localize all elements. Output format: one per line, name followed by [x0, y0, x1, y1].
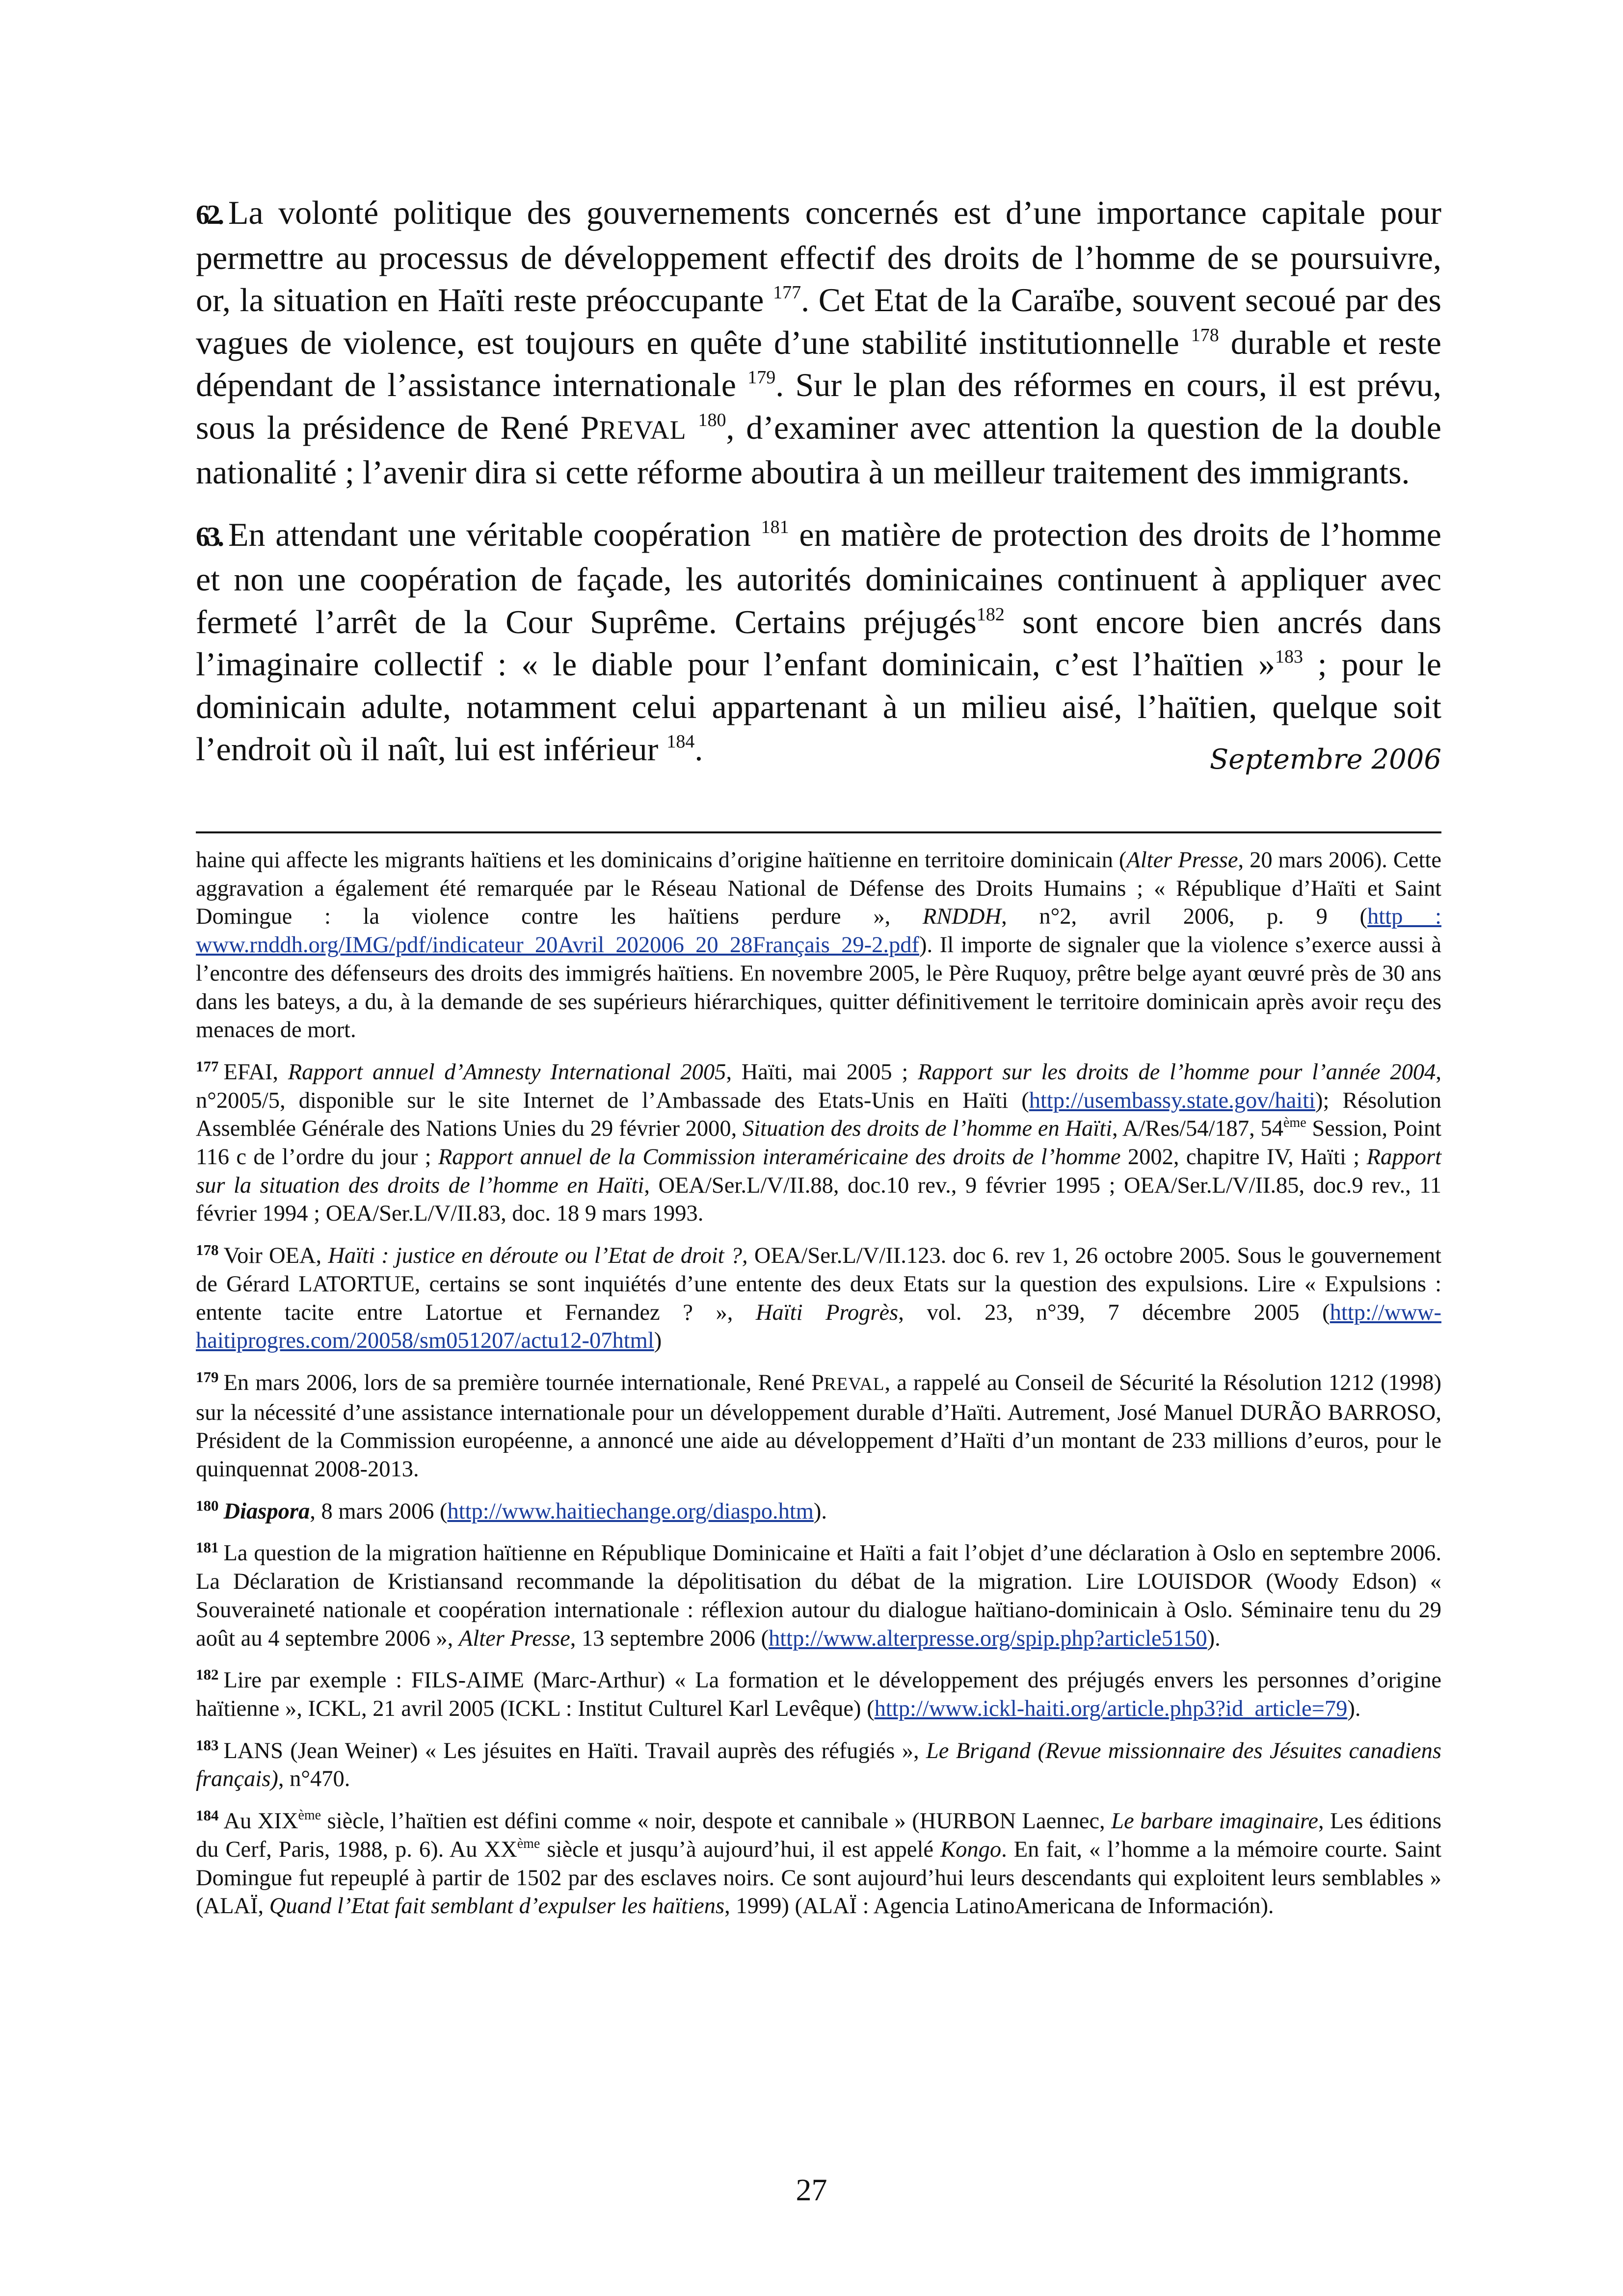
footnote-text: siècle et jusqu’à aujourd’hui, il est appelé [540, 1837, 941, 1862]
footnote-ref-184[interactable]: 184 [666, 731, 695, 752]
footnote-text: ). [1207, 1626, 1221, 1651]
footnote-text: , 8 mars 2006 ( [310, 1498, 448, 1524]
paragraph-text: ; pour le dominicain adulte, notamment celui appartenant à un milieu aisé, l’haïtien, quelque soit l’endroit où il naît, lui est inférieur [196, 645, 1441, 768]
paragraph-text: sont encore bien ancrés dans l’imaginaire collectif : « le diable pour l’enfant dominicain, c’est l’haïtien » [196, 603, 1441, 683]
footnote-number: 182 [196, 1666, 219, 1683]
footnote-link[interactable]: http://www.alterpresse.org/spip.php?article5150 [768, 1626, 1207, 1651]
footnote-ref-182[interactable]: 182 [976, 604, 1005, 625]
name-small-caps: REVAL [824, 1374, 885, 1394]
paragraph-number: 62. [196, 200, 221, 230]
footnote-number: 180 [196, 1496, 219, 1514]
footnote-ref-179[interactable]: 179 [747, 367, 776, 388]
footnote-italic: RNDDH [922, 904, 1002, 930]
footnote-179 [196, 1369, 1441, 1484]
footnote-text: EFAI, [223, 1059, 288, 1085]
paragraph-number: 63. [196, 521, 221, 552]
footnote-text: haine qui affecte les migrants haïtiens et les dominicains d’origine haïtienne en territoire dominicain ( [196, 848, 1127, 873]
footnote-184 [196, 1807, 1441, 1921]
footnote-180 [196, 1497, 1441, 1526]
footnote-text: ); Résolution Assemblée Générale des Nations Unies du 29 février 2000, [196, 1088, 1441, 1142]
footnote-link[interactable]: http://www-haitiprogres.com/20058/sm051207/actu12-07html [196, 1300, 1441, 1354]
footnote-text: Session, Point 116 c de l’ordre du jour ; [196, 1116, 1442, 1170]
paragraph-text: En attendant une véritable coopération [228, 515, 761, 553]
footnote-text: Voir OEA, [223, 1243, 328, 1269]
page-number: 27 [796, 2172, 827, 2207]
footnote-number: 179 [196, 1368, 219, 1386]
footnote-text: , A/Res/54/187, 54 [1112, 1116, 1283, 1142]
signature-date: Septembre 2006 [1209, 744, 1441, 775]
ordinal-suffix: ème [517, 1836, 540, 1851]
footnote-text: , 1999) (ALAÏ : Agencia LatinoAmericana de Información). [724, 1894, 1274, 1919]
footnote-text: ). Il importe de signaler que la violence s’exerce aussi à l’encontre des défenseurs des droits des immigrés haïtiens. En novembre 2005, le Père Ruquoy, prêtre belge ayant œuvré près de 30 ans dans les bateys, a du, à la demande de ses supérieurs hiérarchiques, quitter définitivement le territoire dominicain après avoir reçu des menaces de mort. [196, 933, 1441, 1043]
footnote-text: Lire par exemple : FILS-AIME (Marc-Arthur) « La formation et le développement des préjugés envers les personnes d’origine haïtienne », ICKL, 21 avril 2005 (ICKL : Institut Culturel Karl Levêque) ( [196, 1668, 1441, 1721]
footnote-ref-177[interactable]: 177 [773, 282, 801, 303]
footnote-text: Au XIX [223, 1809, 298, 1834]
footnote-text: ) [654, 1328, 662, 1354]
paragraph-62 [196, 191, 1441, 494]
footnote-text: siècle, l’haïtien est défini comme « noir, despote et cannibale » (HURBON Laennec, [321, 1809, 1112, 1834]
footnote-text: , vol. 23, n°39, 7 décembre 2005 ( [898, 1300, 1330, 1325]
paragraph-text: durable et reste dépendant de l’assistance internationale [196, 323, 1441, 403]
footnote-181 [196, 1539, 1441, 1653]
footnote-text: , Haïti, mai 2005 ; [726, 1059, 918, 1085]
footnote-182 [196, 1666, 1441, 1723]
footnote-text: ). [813, 1498, 827, 1524]
name-initial: P [580, 408, 599, 446]
footnote-italic: Haïti Progrès [755, 1300, 899, 1325]
paragraph-text: . [694, 730, 703, 768]
footnote-178 [196, 1242, 1441, 1355]
footnote-italic: Rapport annuel d’Amnesty International 2005 [288, 1059, 726, 1085]
ordinal-suffix: ème [1283, 1115, 1306, 1131]
footnote-text: 2002, chapitre IV, Haïti ; [1120, 1145, 1367, 1170]
footnote-number: 178 [196, 1241, 219, 1259]
footnote-text: , OEA/Ser.L/V/II.88, doc.10 rev., 9 février 1995 ; OEA/Ser.L/V/II.85, doc.9 rev., 11 février 1994 ; OEA/Ser.L/V/II.83, doc. 18 9 mars 1993. [196, 1173, 1441, 1227]
footnote-number: 181 [196, 1539, 219, 1556]
footnote-italic: Haïti : justice en déroute ou l’Etat de droit ?, [328, 1243, 748, 1269]
footnote-text: , n°470. [278, 1766, 350, 1792]
footnote-separator [196, 831, 1441, 833]
footnote-ref-178[interactable]: 178 [1191, 324, 1219, 346]
footnote-italic: Diaspora [223, 1498, 310, 1524]
footnote-link[interactable]: http://www.haitiechange.org/diaspo.htm [447, 1498, 814, 1524]
footnote-number: 183 [196, 1736, 219, 1754]
paragraph-text: La volonté politique des gouvernements concernés est d’une importance capitale pour permettre au processus de développement effectif des droits de l’homme de se poursuivre, or, la situation en Haïti reste préoccupante [196, 194, 1441, 319]
ordinal-suffix: ème [298, 1808, 321, 1823]
footnote-italic: Kongo [940, 1837, 1002, 1862]
footnote-number: 177 [196, 1057, 219, 1075]
paragraph-text: . Sur le plan des réformes en cours, il est prévu, sous la présidence de René [196, 366, 1442, 446]
footnote-text: , n°2, avril 2006, p. 9 ( [1001, 904, 1368, 930]
footnote-italic: Situation des droits de l’homme en Haïti [742, 1116, 1113, 1142]
footnote-ref-180[interactable]: 180 [698, 409, 726, 430]
footnote-italic: Alter Presse [1126, 848, 1238, 873]
footnote-italic: Alter Presse [458, 1626, 570, 1651]
name-small-caps: REVAL [599, 415, 687, 445]
footnote-link[interactable]: http : www.rnddh.org/IMG/pdf/indicateur_20Avril_202006_20_28Français_29-2.pdf [196, 904, 1441, 958]
footnote-ref-181[interactable]: 181 [761, 516, 789, 537]
footnote-italic: Rapport sur les droits de l’homme pour l’année 2004 [918, 1059, 1436, 1085]
footnote-text: La question de la migration haïtienne en République Dominicaine et Haïti a fait l’objet d’une déclaration à Oslo en septembre 2006. La Déclaration de Kristiansand recommande la dépolitisation du débat de la migration. Lire LOUISDOR (Woody Edson) « Souveraineté nationale et coopération internationale : réflexion autour du dialogue haïtiano-dominicain à Oslo. Séminaire tenu du 29 août au 4 septembre 2006 », [196, 1541, 1441, 1651]
footnote-text: . En fait, « l’homme a la mémoire courte. Saint Domingue fut repeuplé à partir de 1502 par des esclaves noirs. Ce sont aujourd’hui leurs descendants qui exploitent leurs semblables » (ALAÏ, [196, 1837, 1441, 1919]
footnote-text: , n°2005/5, disponible sur le site Internet de l’Ambassade des Etats-Unis en Haïti ( [196, 1059, 1441, 1113]
footnote-number: 184 [196, 1807, 219, 1824]
footnote-continuation [196, 846, 1441, 1044]
footnote-italic: Le barbare imaginaire [1111, 1809, 1319, 1834]
footnote-link[interactable]: http://usembassy.state.gov/haiti [1029, 1088, 1316, 1113]
footnote-text: , a rappelé au Conseil de Sécurité la Résolution 1212 (1998) sur la nécessité d’une assistance internationale pour un développement durable d’Haïti. Autrement, José Manuel DURÃO BARROSO, Président de la Commission européenne, a annoncé une aide au développement d’Haïti d’un montant de 233 millions d’euros, pour le quinquennat 2008-2013. [196, 1370, 1441, 1482]
footnotes [196, 846, 1441, 1934]
footnote-link[interactable]: http://www.ickl-haiti.org/article.php3?id_article=79 [874, 1696, 1348, 1721]
footnote-text: LANS (Jean Weiner) « Les jésuites en Haïti. Travail auprès des réfugiés », [223, 1738, 926, 1763]
footnote-text: , Les éditions du Cerf, Paris, 1988, p. 6). Au XX [196, 1809, 1442, 1862]
footnote-italic: Le Brigand (Revue missionnaire des Jésuites canadiens français) [196, 1738, 1441, 1792]
footnote-italic: Quand l’Etat fait semblant d’expulser les haïtiens [269, 1894, 725, 1919]
body-text [196, 191, 1441, 790]
footnote-text: , 13 septembre 2006 ( [570, 1626, 769, 1651]
footnote-text: , 20 mars 2006). Cette aggravation a également été remarquée par le Réseau National de Défense des Droits Humains ; « République d’Haïti et Saint Domingue : la violence contre les haïtiens perdure », [196, 848, 1441, 930]
footnote-177 [196, 1058, 1441, 1228]
paragraph-63 [196, 513, 1441, 771]
paragraph-text: . Cet Etat de la Caraïbe, souvent secoué par des vagues de violence, est toujours en quête d’une stabilité institutionnelle [196, 281, 1441, 361]
paragraph-text: , d’examiner avec attention la question de la double nationalité ; l’avenir dira si cette réforme aboutira à un meilleur traitement des immigrants. [196, 408, 1441, 491]
footnote-text: ). [1347, 1696, 1361, 1721]
footnote-text: OEA/Ser.L/V/II.123. doc 6. rev 1, 26 octobre 2005. Sous le gouvernement de Gérard LATORTUE, certains se sont inquiétés d’une entente des deux Etats sur la question des expulsions. Lire « Expulsions : entente tacite entre Latortue et Fernandez ? », [196, 1243, 1442, 1325]
footnote-183 [196, 1737, 1441, 1793]
paragraph-text: en matière de protection des droits de l’homme et non une coopération de façade, les autorités dominicaines continuent à appliquer avec fermeté l’arrêt de la Cour Suprême. Certains préjugés [196, 515, 1441, 641]
footnote-text: En mars 2006, lors de sa première tournée internationale, René P [223, 1370, 824, 1395]
footnote-italic: Rapport annuel de la Commission interaméricaine des droits de l’homme [438, 1145, 1121, 1170]
footnote-ref-183[interactable]: 183 [1275, 646, 1303, 667]
footnote-italic: Rapport sur la situation des droits de l’homme en Haïti [196, 1145, 1441, 1198]
